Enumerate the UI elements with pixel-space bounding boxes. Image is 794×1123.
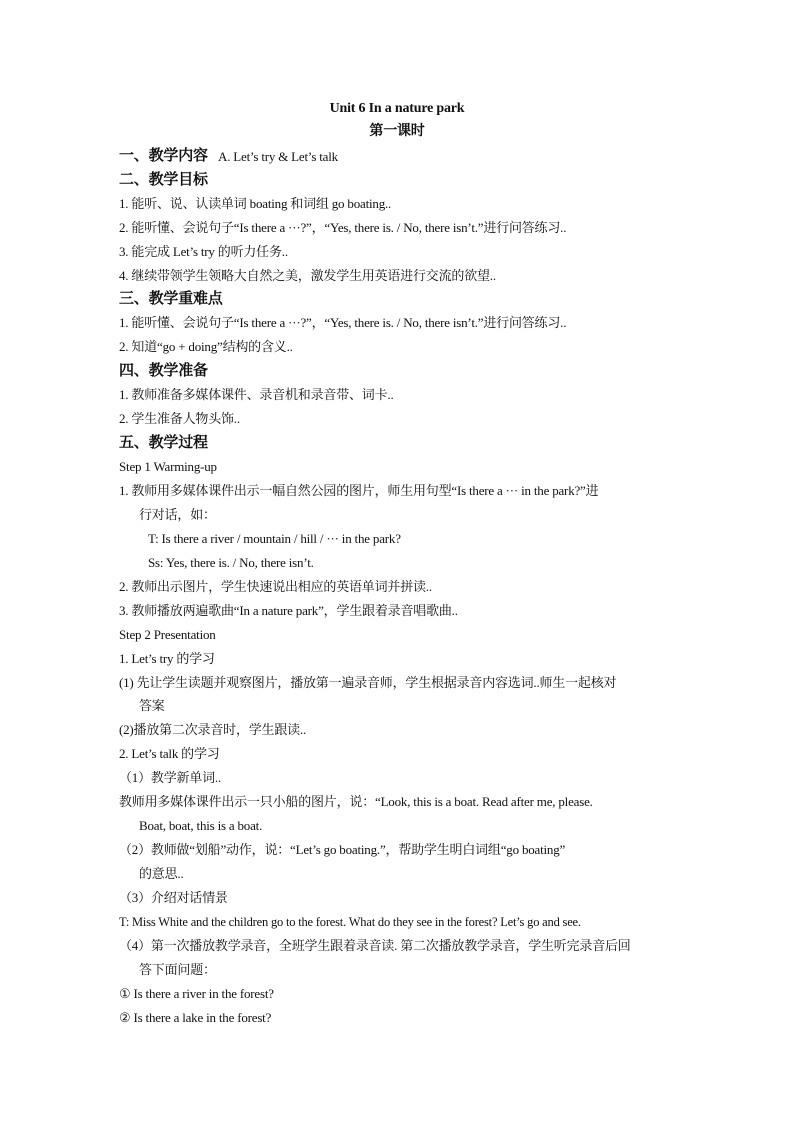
list-item: 的意思.. — [139, 866, 184, 881]
section-4-heading: 四、教学准备 — [119, 363, 208, 379]
list-item: 2. 教师出示图片，学生快速说出相应的英语单词并拼读.. — [119, 579, 432, 594]
list-item: 4. 继续带领学生领略大自然之美，激发学生用英语进行交流的欲望.. — [119, 268, 496, 283]
doc-subtitle: 第一课时 — [369, 124, 425, 139]
step-1-heading: Step 1 Warming-up — [119, 459, 217, 474]
list-item: 2. 学生准备人物头饰.. — [119, 411, 240, 426]
doc-title: Unit 6 In a nature park — [329, 101, 465, 116]
list-item: 答案 — [139, 698, 165, 713]
list-item: （3）介绍对话情景 — [119, 890, 228, 905]
list-item: 1. 教师准备多媒体课件、录音机和录音带、词卡.. — [119, 387, 394, 402]
list-item: ② Is there a lake in the forest? — [119, 1010, 272, 1025]
list-item: （4）第一次播放教学录音，全班学生跟着录音读. 第二次播放教学录音，学生听完录音后回 — [119, 938, 631, 953]
list-item: 3. 教师播放两遍歌曲“In a nature park”，学生跟着录音唱歌曲.. — [119, 603, 458, 618]
list-item: （1）教学新单词.. — [119, 770, 222, 785]
section-3-heading: 三、教学重难点 — [119, 291, 223, 307]
list-item: (2)播放第二次录音时，学生跟读.. — [119, 722, 307, 737]
list-item: 2. 能听懂、会说句子“Is there a ···?”，“Yes, there is. / No, there isn’t.”进行问答练习.. — [119, 220, 567, 235]
list-item: 1. Let’s try 的学习 — [119, 651, 215, 666]
list-item: Ss: Yes, there is. / No, there isn’t. — [148, 555, 314, 570]
section-1-heading: 一、教学内容 — [119, 148, 208, 164]
list-item: 2. 知道“go + doing”结构的含义.. — [119, 339, 293, 354]
list-item: ① Is there a river in the forest? — [119, 986, 274, 1001]
list-item: 3. 能完成 Let’s try 的听力任务.. — [119, 244, 288, 259]
step-2-heading: Step 2 Presentation — [119, 627, 216, 642]
list-item: 教师用多媒体课件出示一只小船的图片，说：“Look, this is a boat. Read after me, please. — [119, 794, 593, 809]
list-item: T: Miss White and the children go to the forest. What do they see in the forest? Let’s go and see. — [119, 915, 581, 929]
list-item: T: Is there a river / mountain / hill / ··· in the park? — [148, 531, 401, 546]
list-item: （2）教师做“划船”动作，说：“Let’s go boating.”，帮助学生明白词组“go boating” — [119, 842, 566, 857]
list-item: Boat, boat, this is a boat. — [139, 818, 263, 833]
list-item: (1) 先让学生读题并观察图片，播放第一遍录音师，学生根据录音内容选词..师生一起核对 — [119, 675, 617, 690]
list-item: 答下面问题： — [139, 962, 216, 977]
list-item: 1. 能听懂、会说句子“Is there a ···?”，“Yes, there is. / No, there isn’t.”进行问答练习.. — [119, 315, 567, 330]
list-item: 行对话，如： — [139, 507, 216, 522]
section-1-text: A. Let’s try & Let’s talk — [218, 149, 338, 164]
list-item: 2. Let’s talk 的学习 — [119, 746, 220, 761]
section-2-heading: 二、教学目标 — [119, 172, 208, 188]
list-item: 1. 能听、说、认读单词 boating 和词组 go boating.. — [119, 196, 392, 211]
section-5-heading: 五、教学过程 — [119, 435, 208, 451]
list-item: 1. 教师用多媒体课件出示一幅自然公园的图片，师生用句型“Is there a ··· in the park?”进 — [119, 483, 599, 498]
